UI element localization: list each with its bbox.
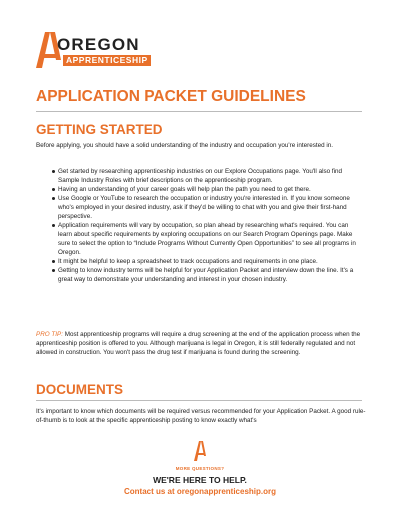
list-item: Getting to know industry terms will be helpful for your Application Packet and interview down the line. It's a great way to demonstrate your understanding and interest in your chosen industry. (52, 266, 364, 284)
getting-started-heading: GETTING STARTED (36, 122, 163, 137)
list-item: Use Google or YouTube to research the occupation or industry you're interested in. If you know someone who's employed in your desired industry, ask if they'd be willing to chat with you and give their first-hand perspective. (52, 194, 364, 221)
list-item: Get started by researching apprenticeship industries on our Explore Occupations page. You'll also find Sample Industry Roles with brief descriptions on the apprenticeship program. (52, 167, 364, 185)
list-item: Application requirements will vary by occupation, so plan ahead by researching what's required. You can learn about specific requirements by exploring occupations on our Search Program Openings page. Make sure to select the option to “Include Programs Without Currently Open Opportunities” to see all programs in Oregon. (52, 221, 364, 257)
oregon-apprenticeship-logo (33, 30, 163, 70)
logo-wordmark-oregon: OREGON (57, 35, 140, 54)
pro-tip-label: PRO TIP: (36, 331, 63, 338)
pro-tip-paragraph (36, 330, 366, 357)
pro-tip-text: Most apprenticeship programs will require a drug screening at the end of the application process when the apprenticeship position is offered to you. Although marijuana is legal in Oregon, it is still federally regulated and not allowed in construction. You won't pass the drug test if marijuana is found during the screening. (36, 331, 361, 356)
page-title: APPLICATION PACKET GUIDELINES (36, 88, 306, 105)
contact-link[interactable]: Contact us at oregonapprenticeship.org (123, 487, 276, 496)
orange-arch-icon (193, 440, 207, 462)
documents-heading: DOCUMENTS (36, 382, 123, 397)
help-heading: WE'RE HERE TO HELP. (153, 475, 247, 485)
more-questions-label: MORE QUESTIONS? (175, 466, 225, 471)
list-item: It might be helpful to keep a spreadsheet to track occupations and requirements in one place. (52, 257, 364, 266)
logo-wordmark-apprenticeship: APPRENTICESHIP (63, 55, 151, 66)
getting-started-intro: Before applying, you should have a solid understanding of the industry and occupation you're interested in. (36, 142, 334, 149)
list-item: Having an understanding of your career goals will help plan the path you need to get there. (52, 185, 364, 194)
documents-divider (36, 400, 362, 401)
title-divider (36, 111, 362, 112)
documents-text: It's important to know which documents will be required versus recommended for your Application Packet. A good rule-of-thumb is to look at the specific apprenticeship posting to know exactly what's (36, 408, 366, 424)
getting-started-list (52, 167, 364, 284)
